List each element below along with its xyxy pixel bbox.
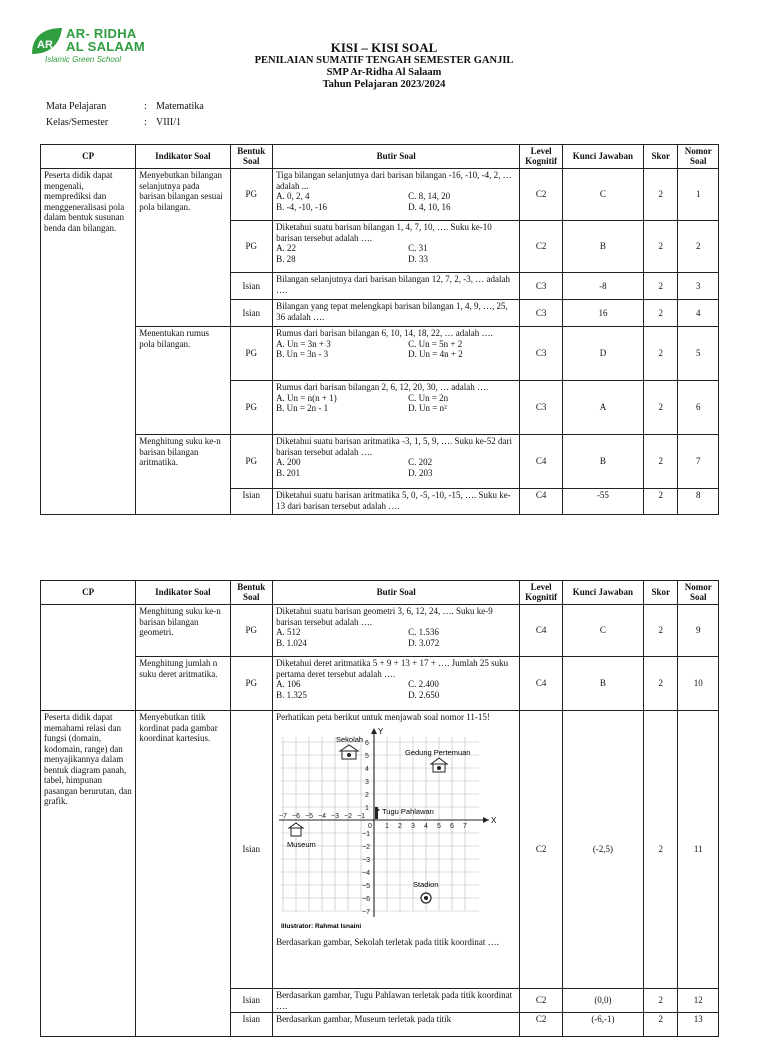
x-tick-label: 2 bbox=[398, 822, 402, 830]
option-d: D. 4, 10, 16 bbox=[408, 201, 451, 212]
museum-icon bbox=[289, 823, 303, 836]
nomor-cell: 12 bbox=[678, 989, 719, 1013]
skor-cell: 2 bbox=[643, 489, 677, 515]
option-b: B. 1.024 bbox=[276, 637, 307, 648]
bentuk-cell: PG bbox=[230, 435, 273, 489]
nomor-cell: 2 bbox=[678, 221, 719, 273]
cp-cell bbox=[41, 605, 136, 711]
nomor-cell: 1 bbox=[678, 169, 719, 221]
meta-class: Kelas/Semester : VIII/1 bbox=[46, 117, 181, 128]
nomor-cell: 9 bbox=[678, 605, 719, 657]
option-a: A. 106 bbox=[276, 679, 301, 689]
nomor-cell: 10 bbox=[678, 657, 719, 711]
x-tick-label: −1 bbox=[357, 812, 366, 820]
monument-icon bbox=[375, 807, 380, 819]
nomor-cell: 4 bbox=[678, 300, 719, 327]
level-cell: C2 bbox=[520, 169, 563, 221]
skor-cell: 2 bbox=[643, 221, 677, 273]
col-header: Nomor Soal bbox=[678, 145, 719, 169]
indicator-cell: Menghitung suku ke-n barisan bilangan aritmatika. bbox=[136, 435, 230, 515]
skor-cell: 2 bbox=[643, 605, 677, 657]
butir-cell bbox=[273, 169, 520, 221]
col-header: Indikator Soal bbox=[136, 581, 230, 605]
bentuk-cell: PG bbox=[230, 221, 273, 273]
school-name: SMP Ar-Ridha Al Salaam bbox=[326, 67, 442, 78]
meta-subject: Mata Pelajaran : Matematika bbox=[46, 101, 204, 112]
skor-cell: 2 bbox=[643, 327, 677, 381]
y-tick-label: 6 bbox=[365, 739, 369, 747]
butir-cell bbox=[273, 221, 520, 273]
y-tick-label: −7 bbox=[362, 908, 371, 916]
bentuk-cell: PG bbox=[230, 381, 273, 435]
indicator-cell: Menentukan rumus pola bilangan. bbox=[136, 327, 230, 435]
kunci-cell: -55 bbox=[562, 489, 643, 515]
nomor-cell: 6 bbox=[678, 381, 719, 435]
kunci-cell: C bbox=[562, 605, 643, 657]
col-header: CP bbox=[41, 581, 136, 605]
map-label-stadion: Stadion bbox=[413, 879, 439, 889]
nomor-cell: 8 bbox=[678, 489, 719, 515]
x-axis-arrow-icon bbox=[483, 817, 489, 823]
logo-line-1: AR- RIDHA bbox=[66, 26, 137, 41]
option-d: D. 2.650 bbox=[408, 689, 440, 700]
table-row bbox=[41, 605, 719, 657]
level-cell: C3 bbox=[520, 300, 563, 327]
table-row bbox=[41, 657, 719, 711]
skor-cell: 2 bbox=[643, 711, 677, 989]
indicator-cell: Menyebutkan bilangan selanjutnya pada barisan bilangan sesuai pola bilangan. bbox=[136, 169, 230, 327]
option-d: D. Un = 4n + 2 bbox=[408, 349, 463, 359]
cp-cell: Peserta didik dapat memahami relasi dan fungsi (domain, kodomain, range) dan menyajikannya dalam bentuk diagram panah, tabel, himpunan pasangan berurutan, dan grafik. bbox=[41, 711, 136, 1037]
bentuk-cell: PG bbox=[230, 169, 273, 221]
logo-tagline: Islamic Green School bbox=[45, 55, 122, 64]
kunci-cell: (-2,5) bbox=[562, 711, 643, 989]
nomor-cell: 13 bbox=[678, 1013, 719, 1037]
option-b: B. 201 bbox=[276, 467, 301, 478]
skor-cell: 2 bbox=[643, 989, 677, 1013]
kisi-table-page-1 bbox=[40, 144, 719, 515]
question-text: Rumus dari barisan bilangan 6, 10, 14, 18, 22, … adalah …. bbox=[276, 328, 493, 338]
y-tick-label: 4 bbox=[365, 765, 369, 773]
meta-value: Matematika bbox=[156, 101, 204, 112]
butir-cell bbox=[273, 657, 520, 711]
butir-cell bbox=[273, 300, 520, 327]
x-tick-label: −3 bbox=[331, 812, 340, 820]
option-b: B. 1.325 bbox=[276, 689, 307, 700]
skor-cell: 2 bbox=[643, 300, 677, 327]
bentuk-cell: PG bbox=[230, 657, 273, 711]
option-c: C. 202 bbox=[408, 457, 433, 467]
x-tick-label: 4 bbox=[424, 822, 428, 830]
stadium-icon bbox=[421, 893, 431, 903]
option-c: C. 8, 14, 20 bbox=[408, 191, 451, 201]
nomor-cell: 7 bbox=[678, 435, 719, 489]
y-tick-label: −6 bbox=[362, 895, 371, 903]
bentuk-cell: Isian bbox=[230, 1013, 273, 1037]
indicator-cell: Menghitung jumlah n suku deret aritmatika. bbox=[136, 657, 230, 711]
skor-cell: 2 bbox=[643, 381, 677, 435]
map-label-sekolah: Sekolah bbox=[336, 734, 364, 744]
butir-cell bbox=[273, 989, 520, 1013]
question-text-2: Berdasarkan gambar, Sekolah terletak pada titik koordinat …. bbox=[276, 936, 499, 947]
table-row bbox=[41, 327, 719, 381]
y-tick-label: −4 bbox=[362, 869, 371, 877]
y-axis-arrow-icon bbox=[371, 728, 377, 734]
cp-cell: Peserta didik dapat mengenali, memprediksi dan menggeneralisasi pola dalam bentuk susunan benda dan bilangan. bbox=[41, 169, 136, 515]
question-text: Diketahui suatu barisan bilangan 1, 4, 7, 10, …. Suku ke-10 barisan tersebut adalah …. bbox=[276, 222, 492, 243]
col-header: Bentuk Soal bbox=[230, 581, 273, 605]
option-d: D. 203 bbox=[408, 467, 433, 478]
cartesian-map-figure bbox=[279, 725, 499, 933]
nomor-cell: 5 bbox=[678, 327, 719, 381]
butir-cell bbox=[273, 273, 520, 300]
y-tick-label: −1 bbox=[362, 830, 371, 838]
question-text: Diketahui suatu barisan aritmatika -3, 1, 5, 9, …. Suku ke-52 dari barisan tersebut adalah …. bbox=[276, 436, 513, 457]
kunci-cell: C bbox=[562, 169, 643, 221]
level-cell: C4 bbox=[520, 489, 563, 515]
x-tick-label: −6 bbox=[292, 812, 301, 820]
option-b: B. -4, -10, -16 bbox=[276, 201, 328, 212]
option-b: B. Un = 2n - 1 bbox=[276, 403, 329, 413]
table-row bbox=[41, 711, 719, 989]
bentuk-cell: Isian bbox=[230, 489, 273, 515]
butir-cell bbox=[273, 1013, 520, 1037]
skor-cell: 2 bbox=[643, 169, 677, 221]
skor-cell: 2 bbox=[643, 1013, 677, 1037]
option-c: C. 1.536 bbox=[408, 627, 439, 637]
butir-cell bbox=[273, 711, 520, 989]
kisi-table-page-2 bbox=[40, 580, 719, 1037]
option-a: A. 0, 2, 4 bbox=[276, 191, 310, 201]
option-d: D. Un = n² bbox=[408, 403, 447, 413]
x-tick-label: 1 bbox=[385, 822, 389, 830]
level-cell: C3 bbox=[520, 273, 563, 300]
butir-cell bbox=[273, 435, 520, 489]
nomor-cell: 11 bbox=[678, 711, 719, 989]
table-header-row bbox=[41, 581, 719, 605]
col-header: Butir Soal bbox=[273, 581, 520, 605]
kunci-cell: 16 bbox=[562, 300, 643, 327]
option-c: C. Un = 2n bbox=[408, 392, 449, 403]
butir-cell bbox=[273, 489, 520, 515]
y-tick-label: 2 bbox=[365, 791, 369, 799]
level-cell: C4 bbox=[520, 657, 563, 711]
option-c: C. 31 bbox=[408, 243, 428, 253]
butir-cell bbox=[273, 381, 520, 435]
question-text: Diketahui deret aritmatika 5 + 9 + 13 + 17 + …. Jumlah 25 suku pertama deret tersebut adalah …. bbox=[276, 658, 509, 679]
option-a: A. 22 bbox=[276, 243, 297, 253]
option-a: A. Un = n(n + 1) bbox=[276, 392, 337, 403]
bentuk-cell: PG bbox=[230, 605, 273, 657]
col-header: CP bbox=[41, 145, 136, 169]
skor-cell: 2 bbox=[643, 657, 677, 711]
x-tick-label: −2 bbox=[344, 812, 353, 820]
col-header: Skor bbox=[643, 145, 677, 169]
question-text: Diketahui suatu barisan geometri 3, 6, 12, 24, …. Suku ke-9 barisan tersebut adalah …. bbox=[276, 606, 493, 627]
x-tick-label: 6 bbox=[450, 822, 454, 830]
butir-cell bbox=[273, 327, 520, 381]
kunci-cell: (-6,-1) bbox=[562, 1013, 643, 1037]
meta-value: VIII/1 bbox=[156, 117, 181, 128]
kunci-cell: (0,0) bbox=[562, 989, 643, 1013]
svg-text:AR: AR bbox=[37, 39, 53, 51]
option-b: B. Un = 3n - 3 bbox=[276, 349, 329, 359]
bentuk-cell: PG bbox=[230, 327, 273, 381]
map-label-tugu: Tugu Pahlawan bbox=[382, 806, 434, 816]
col-header: Kunci Jawaban bbox=[562, 145, 643, 169]
x-tick-label: 0 bbox=[368, 822, 372, 830]
question-text: Berdasarkan gambar, Tugu Pahlawan terletak pada titik koordinat …. bbox=[276, 990, 513, 1011]
level-cell: C2 bbox=[520, 221, 563, 273]
col-header: Level Kognitif bbox=[520, 581, 563, 605]
y-axis-label: Y bbox=[378, 726, 384, 736]
option-d: D. 3.072 bbox=[408, 637, 440, 648]
butir-cell bbox=[273, 605, 520, 657]
nomor-cell: 3 bbox=[678, 273, 719, 300]
option-a: A. 200 bbox=[276, 457, 301, 467]
kunci-cell: -8 bbox=[562, 273, 643, 300]
kunci-cell: D bbox=[562, 327, 643, 381]
y-tick-label: 3 bbox=[365, 778, 369, 786]
y-tick-label: 5 bbox=[365, 752, 369, 760]
x-tick-label: −7 bbox=[279, 812, 288, 820]
kunci-cell: A bbox=[562, 381, 643, 435]
col-header: Skor bbox=[643, 581, 677, 605]
map-label-gedung: Gedung Pertemuan bbox=[405, 747, 471, 757]
bentuk-cell: Isian bbox=[230, 273, 273, 300]
x-tick-label: −5 bbox=[305, 812, 314, 820]
option-d: D. 33 bbox=[408, 253, 429, 264]
document-subtitle: PENILAIAN SUMATIF TENGAH SEMESTER GANJIL bbox=[254, 55, 514, 66]
map-illustrator-credit: Illustrator: Rahmat Isnaini bbox=[281, 922, 362, 930]
question-text: Berdasarkan gambar, Museum terletak pada titik bbox=[276, 1014, 452, 1024]
y-tick-label: 1 bbox=[365, 804, 369, 812]
bentuk-cell: Isian bbox=[230, 711, 273, 989]
level-cell: C3 bbox=[520, 381, 563, 435]
question-text: Rumus dari barisan bilangan 2, 6, 12, 20, 30, … adalah …. bbox=[276, 382, 489, 392]
logo-line-2: AL SALAAM bbox=[66, 39, 146, 54]
x-tick-label: −4 bbox=[318, 812, 327, 820]
level-cell: C2 bbox=[520, 711, 563, 989]
meta-key: Kelas/Semester bbox=[46, 117, 109, 128]
col-header: Indikator Soal bbox=[136, 145, 230, 169]
kunci-cell: B bbox=[562, 435, 643, 489]
option-b: B. 28 bbox=[276, 253, 296, 264]
level-cell: C3 bbox=[520, 327, 563, 381]
table-row bbox=[41, 169, 719, 221]
question-text: Tiga bilangan selanjutnya dari barisan bilangan -16, -10, -4, 2, … adalah ... bbox=[276, 170, 512, 191]
skor-cell: 2 bbox=[643, 435, 677, 489]
kunci-cell: B bbox=[562, 657, 643, 711]
school-building-icon bbox=[340, 745, 358, 759]
question-text: Diketahui suatu barisan aritmatika 5, 0, -5, -10, -15, …. Suku ke-13 dari barisan tersebut adalah …. bbox=[276, 490, 511, 511]
academic-year: Tahun Pelajaran 2023/2024 bbox=[322, 79, 446, 90]
meta-key: Mata Pelajaran bbox=[46, 101, 107, 112]
option-c: C. Un = 5n + 2 bbox=[408, 338, 463, 349]
indicator-cell: Menyebutkan titik kordinat pada gambar koordinat kartesius. bbox=[136, 711, 230, 1037]
level-cell: C4 bbox=[520, 605, 563, 657]
col-header: Kunci Jawaban bbox=[562, 581, 643, 605]
skor-cell: 2 bbox=[643, 273, 677, 300]
document-title: KISI – KISI SOAL bbox=[330, 40, 438, 55]
level-cell: C2 bbox=[520, 1013, 563, 1037]
bentuk-cell: Isian bbox=[230, 989, 273, 1013]
table-header-row bbox=[41, 145, 719, 169]
col-header: Bentuk Soal bbox=[230, 145, 273, 169]
option-a: A. Un = 3n + 3 bbox=[276, 338, 331, 349]
col-header: Nomor Soal bbox=[678, 581, 719, 605]
col-header: Level Kognitif bbox=[520, 145, 563, 169]
x-axis-label: X bbox=[491, 815, 497, 825]
kunci-cell: B bbox=[562, 221, 643, 273]
y-tick-label: −3 bbox=[362, 856, 371, 864]
meeting-hall-icon bbox=[431, 758, 447, 772]
option-a: A. 512 bbox=[276, 627, 301, 637]
question-text: Bilangan yang tepat melengkapi barisan bilangan 1, 4, 9, …, 25, 36 adalah …. bbox=[276, 301, 508, 322]
x-tick-label: 5 bbox=[437, 822, 441, 830]
x-tick-label: 3 bbox=[411, 822, 415, 830]
map-label-museum: Museum bbox=[287, 839, 316, 849]
y-tick-label: −5 bbox=[362, 882, 371, 890]
level-cell: C4 bbox=[520, 435, 563, 489]
option-c: C. 2.400 bbox=[408, 679, 439, 689]
table-row bbox=[41, 435, 719, 489]
y-tick-label: −2 bbox=[362, 843, 371, 851]
question-text: Bilangan selanjutnya dari barisan bilangan 12, 7, 2, -3, … adalah …. bbox=[276, 274, 510, 295]
question-text: Perhatikan peta berikut untuk menjawab soal nomor 11-15! bbox=[276, 712, 490, 722]
col-header: Butir Soal bbox=[273, 145, 520, 169]
x-tick-label: 7 bbox=[463, 822, 467, 830]
coordinate-map bbox=[279, 725, 499, 933]
bentuk-cell: Isian bbox=[230, 300, 273, 327]
level-cell: C2 bbox=[520, 989, 563, 1013]
indicator-cell: Menghitung suku ke-n barisan bilangan geometri. bbox=[136, 605, 230, 657]
